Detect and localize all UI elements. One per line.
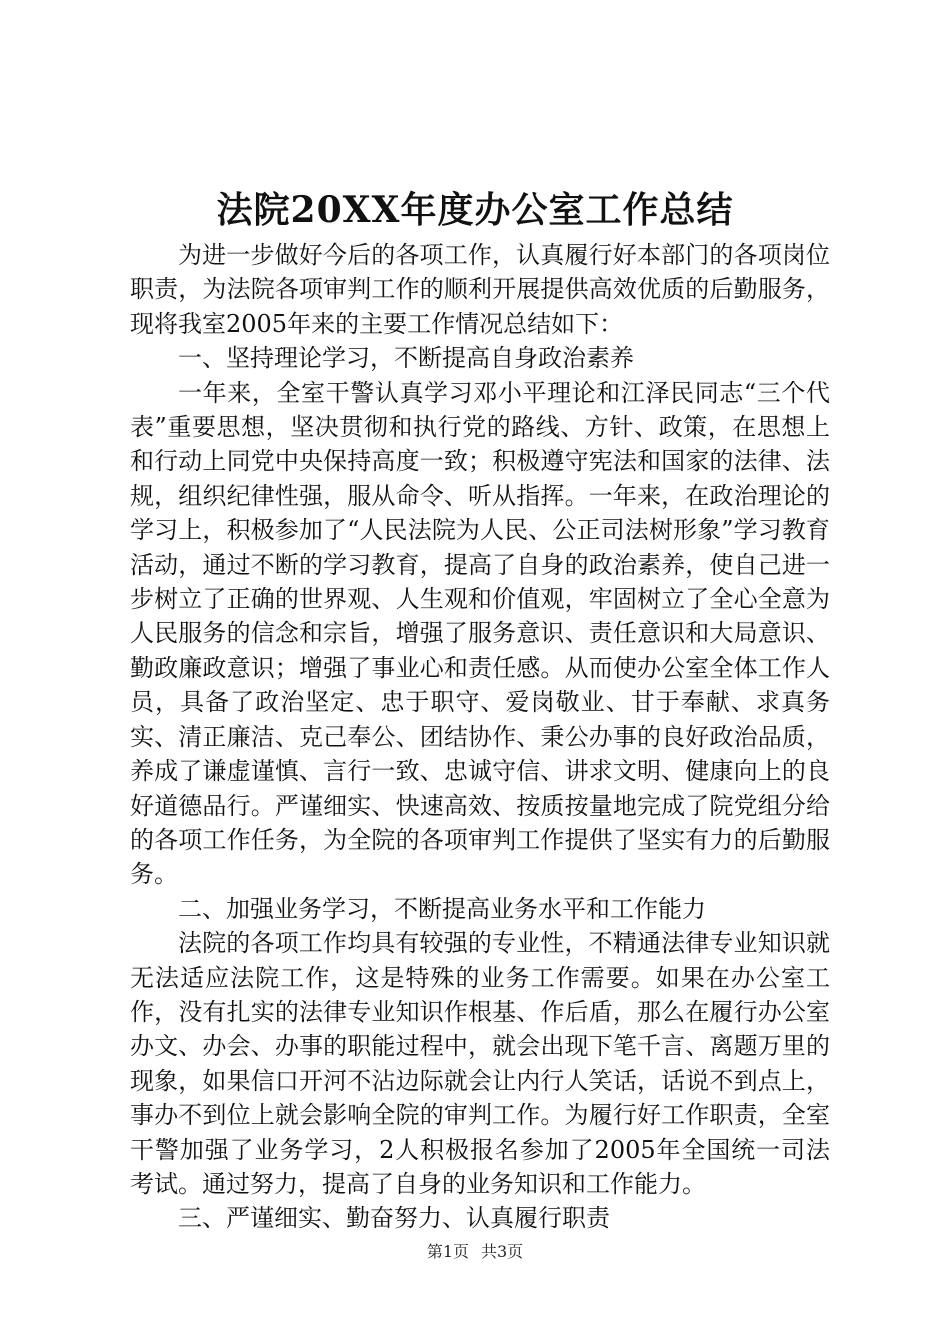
paragraph-intro: 为进一步做好今后的各项工作，认真履行好本部门的各项岗位职责，为法院各项审判工作的顺利开展提供高效优质的后勤服务，现将我室2005年来的主要工作情况总结如下： xyxy=(130,241,830,338)
paragraph-section-2: 法院的各项工作均具有较强的专业性，不精通法律专业知识就无法适应法院工作，这是特殊的业务工作需要。如果在办公室工作，没有扎实的法律专业知识作根基、作后盾，那么在履行办公室办文、办会、办事的职能过程中，就会出现下笔千言、离题万里的现象，如果信口开河不沾边际就会让内行人笑话，话说不到点上，事办不到位上就会影响全院的审判工作。为履行好工作职责，全室干警加强了业务学习，2人积极报名参加了2005年全国统一司法考试。通过努力，提高了自身的业务知识和工作能力。 xyxy=(130,929,830,1198)
page-footer xyxy=(0,1240,950,1264)
page-total: 共3页 xyxy=(481,1242,524,1261)
page-number: 第1页 xyxy=(426,1242,469,1261)
section-heading-2: 二、加强业务学习，不断提高业务水平和工作能力 xyxy=(178,894,706,923)
document-body xyxy=(130,238,830,1236)
section-heading-3: 三、严谨细实、勤奋努力、认真履行职责 xyxy=(178,1204,610,1233)
paragraph-section-1: 一年来，全室干警认真学习邓小平理论和江泽民同志“三个代表”重要思想，坚决贯彻和执行党的路线、方针、政策，在思想上和行动上同党中央保持高度一致；积极遵守宪法和国家的法律、法规，组织纪律性强，服从命令、听从指挥。一年来，在政治理论的学习上，积极参加了“人民法院为人民、公正司法树形象”学习教育活动，通过不断的学习教育，提高了自身的政治素养，使自己进一步树立了正确的世界观、人生观和价值观，牢固树立了全心全意为人民服务的信念和宗旨，增强了服务意识、责任意识和大局意识、勤政廉政意识；增强了事业心和责任感。从而使办公室全体工作人员，具备了政治坚定、忠于职守、爱岗敬业、甘于奉献、求真务实、清正廉洁、克己奉公、团结协作、秉公办事的良好政治品质，养成了谦虚谨慎、言行一致、忠诚守信、讲求文明、健康向上的良好道德品行。严谨细实、快速高效、按质按量地完成了院党组分给的各项工作任务，为全院的各项审判工作提供了坚实有力的后勤服务。 xyxy=(130,378,830,889)
section-heading-1: 一、坚持理论学习，不断提高自身政治素养 xyxy=(178,344,634,373)
document-title: 法院20XX年度办公室工作总结 xyxy=(216,189,734,231)
